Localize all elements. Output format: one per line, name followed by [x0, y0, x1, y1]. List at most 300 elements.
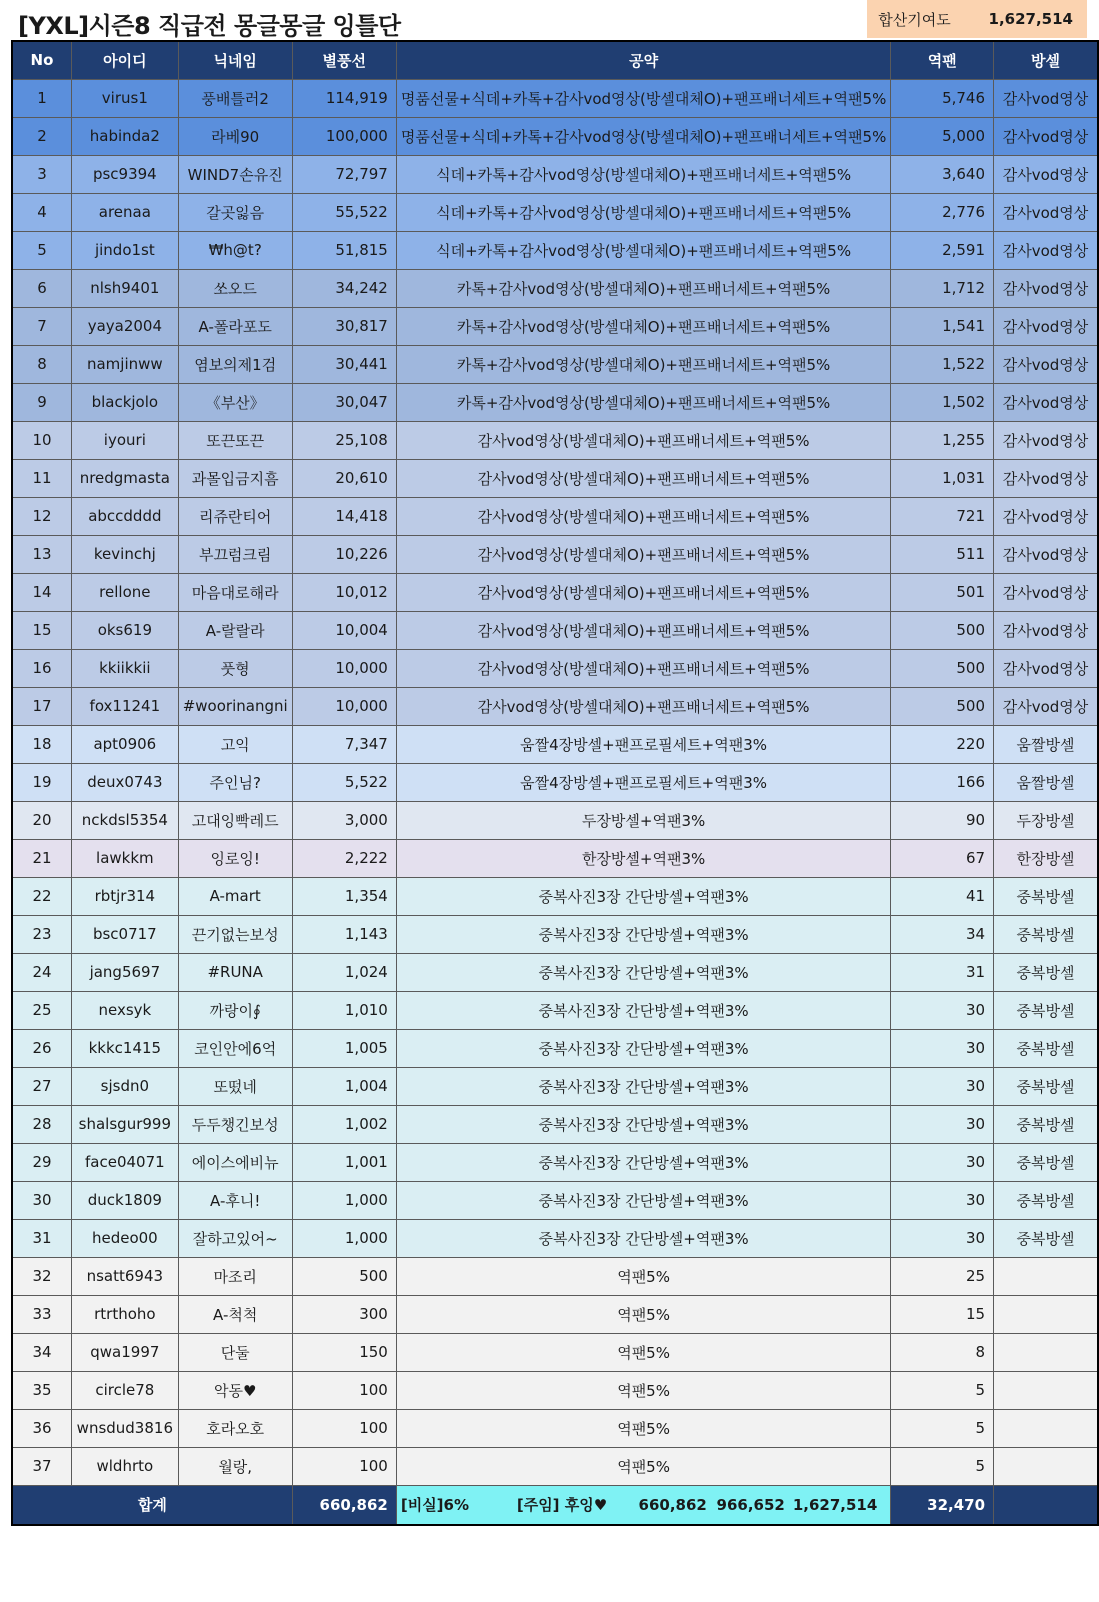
- cell-promise: 두장방셀+역팬3%: [396, 801, 891, 839]
- cell-id: rtrthoho: [71, 1295, 178, 1333]
- cell-bangsel: 감사vod영상: [994, 383, 1098, 421]
- cell-id: arenaa: [71, 193, 178, 231]
- cell-nickname: 에이스에비뉴: [178, 1143, 292, 1181]
- footer-v1: 660,862: [638, 1495, 707, 1514]
- cell-no: 34: [12, 1333, 71, 1371]
- table-row: [12, 573, 1098, 611]
- cell-nickname: 까랑이∮: [178, 991, 292, 1029]
- cell-no: 29: [12, 1143, 71, 1181]
- cell-nickname: WIND7손유진: [178, 155, 292, 193]
- cell-promise: 역팬5%: [396, 1333, 891, 1371]
- cell-fan: 30: [891, 1219, 994, 1257]
- cell-nickname: 갈곳잃음: [178, 193, 292, 231]
- cell-stars: 30,817: [292, 307, 396, 345]
- table-row: [12, 1029, 1098, 1067]
- cell-no: 11: [12, 459, 71, 497]
- cell-fan: 3,640: [891, 155, 994, 193]
- cell-no: 6: [12, 269, 71, 307]
- cell-nickname: 또끈또끈: [178, 421, 292, 459]
- footer-v3: 1,627,514: [792, 1495, 878, 1514]
- cell-stars: 14,418: [292, 497, 396, 535]
- cell-promise: 중복사진3장 간단방셀+역팬3%: [396, 991, 891, 1029]
- cell-bangsel: [994, 1333, 1098, 1371]
- cell-bangsel: 감사vod영상: [994, 497, 1098, 535]
- cell-id: nexsyk: [71, 991, 178, 1029]
- cell-id: duck1809: [71, 1181, 178, 1219]
- cell-nickname: 쏘오드: [178, 269, 292, 307]
- col-header-stars: 별풍선: [292, 41, 396, 79]
- cell-bangsel: 중복방셀: [994, 953, 1098, 991]
- footer-label: 합계: [12, 1485, 292, 1525]
- cell-promise: 중복사진3장 간단방셀+역팬3%: [396, 953, 891, 991]
- cell-promise: 식데+카톡+감사vod영상(방셀대체O)+팬프배너세트+역팬5%: [396, 155, 891, 193]
- table-row: [12, 269, 1098, 307]
- cell-nickname: #RUNA: [178, 953, 292, 991]
- ranking-table: [11, 40, 1099, 1526]
- cell-id: apt0906: [71, 725, 178, 763]
- cell-id: namjinww: [71, 345, 178, 383]
- cell-bangsel: 감사vod영상: [994, 117, 1098, 155]
- table-row: [12, 763, 1098, 801]
- cell-bangsel: [994, 1257, 1098, 1295]
- cell-no: 13: [12, 535, 71, 573]
- table-row: [12, 1067, 1098, 1105]
- cell-fan: 30: [891, 1105, 994, 1143]
- cell-id: hedeo00: [71, 1219, 178, 1257]
- cell-nickname: 풋형: [178, 649, 292, 687]
- cell-fan: 2,776: [891, 193, 994, 231]
- cell-bangsel: 감사vod영상: [994, 79, 1098, 117]
- cell-bangsel: 감사vod영상: [994, 269, 1098, 307]
- table-row: [12, 649, 1098, 687]
- footer-breakdown: [396, 1485, 891, 1525]
- cell-fan: 67: [891, 839, 994, 877]
- table-row: [12, 79, 1098, 117]
- cell-bangsel: 중복방셀: [994, 1105, 1098, 1143]
- cell-promise: 식데+카톡+감사vod영상(방셀대체O)+팬프배너세트+역팬5%: [396, 193, 891, 231]
- cell-stars: 114,919: [292, 79, 396, 117]
- cell-stars: 10,226: [292, 535, 396, 573]
- cell-bangsel: 중복방셀: [994, 1067, 1098, 1105]
- cell-promise: 감사vod영상(방셀대체O)+팬프배너세트+역팬5%: [396, 611, 891, 649]
- table-row: [12, 1219, 1098, 1257]
- cell-nickname: 마조리: [178, 1257, 292, 1295]
- cell-nickname: 호라오호: [178, 1409, 292, 1447]
- cell-stars: 5,522: [292, 763, 396, 801]
- cell-stars: 2,222: [292, 839, 396, 877]
- cell-promise: 중복사진3장 간단방셀+역팬3%: [396, 915, 891, 953]
- cell-id: jindo1st: [71, 231, 178, 269]
- footer-row: [12, 1485, 1098, 1525]
- cell-bangsel: 중복방셀: [994, 915, 1098, 953]
- cell-id: kevinchj: [71, 535, 178, 573]
- cell-no: 24: [12, 953, 71, 991]
- cell-id: oks619: [71, 611, 178, 649]
- cell-fan: 41: [891, 877, 994, 915]
- cell-promise: 감사vod영상(방셀대체O)+팬프배너세트+역팬5%: [396, 687, 891, 725]
- cell-id: nlsh9401: [71, 269, 178, 307]
- table-row: [12, 725, 1098, 763]
- cell-bangsel: 감사vod영상: [994, 421, 1098, 459]
- cell-fan: 1,541: [891, 307, 994, 345]
- cell-stars: 34,242: [292, 269, 396, 307]
- cell-promise: 명품선물+식데+카톡+감사vod영상(방셀대체O)+팬프배너세트+역팬5%: [396, 117, 891, 155]
- cell-fan: 5,746: [891, 79, 994, 117]
- cell-fan: 5: [891, 1371, 994, 1409]
- cell-stars: 1,005: [292, 1029, 396, 1067]
- cell-promise: 중복사진3장 간단방셀+역팬3%: [396, 1029, 891, 1067]
- table-row: [12, 877, 1098, 915]
- cell-fan: 1,031: [891, 459, 994, 497]
- cell-id: qwa1997: [71, 1333, 178, 1371]
- table-row: [12, 1333, 1098, 1371]
- cell-id: psc9394: [71, 155, 178, 193]
- table-row: [12, 459, 1098, 497]
- cell-stars: 30,047: [292, 383, 396, 421]
- cell-promise: 움짤4장방셀+팬프로필세트+역팬3%: [396, 725, 891, 763]
- cell-fan: 30: [891, 1067, 994, 1105]
- cell-id: deux0743: [71, 763, 178, 801]
- footer-fan-total: 32,470: [891, 1485, 994, 1525]
- table-row: [12, 915, 1098, 953]
- cell-no: 12: [12, 497, 71, 535]
- cell-promise: 감사vod영상(방셀대체O)+팬프배너세트+역팬5%: [396, 649, 891, 687]
- cell-id: kkiikkii: [71, 649, 178, 687]
- page-title: [YXL]시즌8 직급전 몽글몽글 잉틀단: [18, 12, 401, 40]
- cell-no: 25: [12, 991, 71, 1029]
- cell-nickname: 부끄럼크림: [178, 535, 292, 573]
- cell-promise: 감사vod영상(방셀대체O)+팬프배너세트+역팬5%: [396, 573, 891, 611]
- cell-promise: 감사vod영상(방셀대체O)+팬프배너세트+역팬5%: [396, 497, 891, 535]
- col-header-nickname: 닉네임: [178, 41, 292, 79]
- cell-fan: 15: [891, 1295, 994, 1333]
- cell-promise: 역팬5%: [396, 1447, 891, 1485]
- cell-no: 35: [12, 1371, 71, 1409]
- cell-stars: 1,000: [292, 1181, 396, 1219]
- table-row: [12, 1181, 1098, 1219]
- cell-promise: 명품선물+식데+카톡+감사vod영상(방셀대체O)+팬프배너세트+역팬5%: [396, 79, 891, 117]
- cell-no: 20: [12, 801, 71, 839]
- table-row: [12, 611, 1098, 649]
- cell-nickname: 주인님?: [178, 763, 292, 801]
- cell-stars: 500: [292, 1257, 396, 1295]
- cell-nickname: 월랑,: [178, 1447, 292, 1485]
- cell-fan: 31: [891, 953, 994, 991]
- table-row: [12, 1295, 1098, 1333]
- cell-stars: 51,815: [292, 231, 396, 269]
- cell-promise: 감사vod영상(방셀대체O)+팬프배너세트+역팬5%: [396, 421, 891, 459]
- cell-promise: 감사vod영상(방셀대체O)+팬프배너세트+역팬5%: [396, 459, 891, 497]
- cell-stars: 10,004: [292, 611, 396, 649]
- col-header-promise: 공약: [396, 41, 891, 79]
- cell-promise: 카톡+감사vod영상(방셀대체O)+팬프배너세트+역팬5%: [396, 383, 891, 421]
- cell-nickname: 잘하고있어~: [178, 1219, 292, 1257]
- cell-stars: 1,004: [292, 1067, 396, 1105]
- cell-stars: 72,797: [292, 155, 396, 193]
- table-row: [12, 1409, 1098, 1447]
- cell-no: 23: [12, 915, 71, 953]
- cell-fan: 30: [891, 1143, 994, 1181]
- cell-stars: 7,347: [292, 725, 396, 763]
- cell-nickname: 라베90: [178, 117, 292, 155]
- cell-fan: 1,522: [891, 345, 994, 383]
- cell-id: abccdddd: [71, 497, 178, 535]
- cell-fan: 1,502: [891, 383, 994, 421]
- cell-fan: 30: [891, 991, 994, 1029]
- cell-fan: 5: [891, 1409, 994, 1447]
- cell-stars: 1,024: [292, 953, 396, 991]
- cell-no: 33: [12, 1295, 71, 1333]
- cell-bangsel: 움짤방셀: [994, 763, 1098, 801]
- col-header-fan: 역팬: [891, 41, 994, 79]
- cell-bangsel: 움짤방셀: [994, 725, 1098, 763]
- cell-bangsel: 중복방셀: [994, 1181, 1098, 1219]
- table-row: [12, 1257, 1098, 1295]
- cell-bangsel: 감사vod영상: [994, 231, 1098, 269]
- cell-nickname: 두두챙긴보성: [178, 1105, 292, 1143]
- cell-promise: 역팬5%: [396, 1409, 891, 1447]
- cell-bangsel: 감사vod영상: [994, 611, 1098, 649]
- cell-nickname: 고익: [178, 725, 292, 763]
- cell-fan: 90: [891, 801, 994, 839]
- cell-stars: 300: [292, 1295, 396, 1333]
- cell-no: 22: [12, 877, 71, 915]
- table-row: [12, 839, 1098, 877]
- cell-fan: 1,712: [891, 269, 994, 307]
- cell-nickname: 단둘: [178, 1333, 292, 1371]
- col-header-no: No: [12, 41, 71, 79]
- cell-promise: 역팬5%: [396, 1371, 891, 1409]
- cell-promise: 카톡+감사vod영상(방셀대체O)+팬프배너세트+역팬5%: [396, 345, 891, 383]
- table-row: [12, 535, 1098, 573]
- cell-nickname: 염보의제1검: [178, 345, 292, 383]
- cell-stars: 1,002: [292, 1105, 396, 1143]
- cell-id: wldhrto: [71, 1447, 178, 1485]
- cell-bangsel: [994, 1447, 1098, 1485]
- cell-no: 30: [12, 1181, 71, 1219]
- cell-no: 10: [12, 421, 71, 459]
- cell-no: 32: [12, 1257, 71, 1295]
- cell-bangsel: 감사vod영상: [994, 155, 1098, 193]
- cell-no: 27: [12, 1067, 71, 1105]
- table-row: [12, 953, 1098, 991]
- cell-no: 26: [12, 1029, 71, 1067]
- cell-no: 1: [12, 79, 71, 117]
- table-row: [12, 345, 1098, 383]
- cell-id: wnsdud3816: [71, 1409, 178, 1447]
- cell-stars: 3,000: [292, 801, 396, 839]
- footer-juim: [주임] 후잉♥: [516, 1496, 608, 1515]
- cell-stars: 100: [292, 1409, 396, 1447]
- cell-stars: 150: [292, 1333, 396, 1371]
- cell-id: yaya2004: [71, 307, 178, 345]
- cell-promise: 식데+카톡+감사vod영상(방셀대체O)+팬프배너세트+역팬5%: [396, 231, 891, 269]
- cell-stars: 1,010: [292, 991, 396, 1029]
- cell-fan: 511: [891, 535, 994, 573]
- cell-id: shalsgur999: [71, 1105, 178, 1143]
- cell-bangsel: 중복방셀: [994, 877, 1098, 915]
- cell-no: 28: [12, 1105, 71, 1143]
- cell-nickname: 《부산》: [178, 383, 292, 421]
- cell-nickname: 마음대로해라: [178, 573, 292, 611]
- cell-fan: 5: [891, 1447, 994, 1485]
- summary-box: [867, 0, 1087, 38]
- cell-fan: 30: [891, 1181, 994, 1219]
- cell-bangsel: 중복방셀: [994, 1029, 1098, 1067]
- cell-bangsel: 감사vod영상: [994, 307, 1098, 345]
- cell-no: 16: [12, 649, 71, 687]
- cell-fan: 500: [891, 611, 994, 649]
- header-row: [12, 41, 1098, 79]
- cell-no: 36: [12, 1409, 71, 1447]
- cell-fan: 5,000: [891, 117, 994, 155]
- cell-bangsel: [994, 1295, 1098, 1333]
- cell-id: virus1: [71, 79, 178, 117]
- cell-fan: 166: [891, 763, 994, 801]
- cell-stars: 10,000: [292, 649, 396, 687]
- cell-promise: 역팬5%: [396, 1295, 891, 1333]
- cell-id: circle78: [71, 1371, 178, 1409]
- cell-fan: 500: [891, 687, 994, 725]
- table-row: [12, 155, 1098, 193]
- table-row: [12, 193, 1098, 231]
- cell-id: iyouri: [71, 421, 178, 459]
- cell-fan: 501: [891, 573, 994, 611]
- cell-fan: 500: [891, 649, 994, 687]
- cell-bangsel: 감사vod영상: [994, 649, 1098, 687]
- cell-no: 7: [12, 307, 71, 345]
- cell-bangsel: 두장방셀: [994, 801, 1098, 839]
- cell-id: blackjolo: [71, 383, 178, 421]
- footer-stars-total: 660,862: [292, 1485, 396, 1525]
- cell-nickname: 과몰입금지흠: [178, 459, 292, 497]
- table-row: [12, 231, 1098, 269]
- summary-label: 합산기여도: [878, 10, 951, 29]
- cell-no: 2: [12, 117, 71, 155]
- cell-id: kkkc1415: [71, 1029, 178, 1067]
- cell-id: nsatt6943: [71, 1257, 178, 1295]
- cell-bangsel: 감사vod영상: [994, 459, 1098, 497]
- summary-value: 1,627,514: [988, 10, 1073, 28]
- cell-id: nredgmasta: [71, 459, 178, 497]
- cell-no: 3: [12, 155, 71, 193]
- cell-fan: 8: [891, 1333, 994, 1371]
- cell-no: 15: [12, 611, 71, 649]
- table-row: [12, 383, 1098, 421]
- cell-id: nckdsl5354: [71, 801, 178, 839]
- cell-nickname: A-척척: [178, 1295, 292, 1333]
- cell-nickname: ₩h@t?: [178, 231, 292, 269]
- cell-nickname: 잉로잉!: [178, 839, 292, 877]
- cell-fan: 1,255: [891, 421, 994, 459]
- cell-promise: 카톡+감사vod영상(방셀대체O)+팬프배너세트+역팬5%: [396, 307, 891, 345]
- cell-bangsel: [994, 1409, 1098, 1447]
- cell-stars: 100: [292, 1447, 396, 1485]
- cell-nickname: 리쥬란티어: [178, 497, 292, 535]
- cell-nickname: 또떴네: [178, 1067, 292, 1105]
- cell-promise: 중복사진3장 간단방셀+역팬3%: [396, 1105, 891, 1143]
- cell-stars: 10,012: [292, 573, 396, 611]
- cell-stars: 10,000: [292, 687, 396, 725]
- cell-id: sjsdn0: [71, 1067, 178, 1105]
- cell-fan: 25: [891, 1257, 994, 1295]
- cell-fan: 30: [891, 1029, 994, 1067]
- cell-fan: 2,591: [891, 231, 994, 269]
- cell-promise: 중복사진3장 간단방셀+역팬3%: [396, 1181, 891, 1219]
- cell-no: 8: [12, 345, 71, 383]
- cell-stars: 30,441: [292, 345, 396, 383]
- cell-stars: 1,001: [292, 1143, 396, 1181]
- cell-nickname: A-폴라포도: [178, 307, 292, 345]
- table-row: [12, 687, 1098, 725]
- cell-promise: 역팬5%: [396, 1257, 891, 1295]
- cell-promise: 감사vod영상(방셀대체O)+팬프배너세트+역팬5%: [396, 535, 891, 573]
- table-row: [12, 497, 1098, 535]
- cell-bangsel: 감사vod영상: [994, 573, 1098, 611]
- cell-nickname: 코인안에6억: [178, 1029, 292, 1067]
- cell-promise: 한장방셀+역팬3%: [396, 839, 891, 877]
- cell-nickname: 고대잉빡레드: [178, 801, 292, 839]
- table-row: [12, 1447, 1098, 1485]
- cell-promise: 중복사진3장 간단방셀+역팬3%: [396, 1067, 891, 1105]
- table-row: [12, 801, 1098, 839]
- cell-promise: 중복사진3장 간단방셀+역팬3%: [396, 1143, 891, 1181]
- cell-bangsel: 감사vod영상: [994, 345, 1098, 383]
- cell-stars: 25,108: [292, 421, 396, 459]
- cell-bangsel: 중복방셀: [994, 1143, 1098, 1181]
- cell-id: face04071: [71, 1143, 178, 1181]
- cell-id: rellone: [71, 573, 178, 611]
- cell-bangsel: 감사vod영상: [994, 687, 1098, 725]
- cell-stars: 55,522: [292, 193, 396, 231]
- cell-nickname: 악동♥: [178, 1371, 292, 1409]
- cell-no: 5: [12, 231, 71, 269]
- cell-id: jang5697: [71, 953, 178, 991]
- cell-nickname: 풍배틀러2: [178, 79, 292, 117]
- cell-id: fox11241: [71, 687, 178, 725]
- cell-no: 4: [12, 193, 71, 231]
- cell-nickname: A-후니!: [178, 1181, 292, 1219]
- col-header-id: 아이디: [71, 41, 178, 79]
- cell-stars: 1,354: [292, 877, 396, 915]
- cell-bangsel: 중복방셀: [994, 1219, 1098, 1257]
- cell-bangsel: 한장방셀: [994, 839, 1098, 877]
- table-row: [12, 421, 1098, 459]
- cell-promise: 카톡+감사vod영상(방셀대체O)+팬프배너세트+역팬5%: [396, 269, 891, 307]
- cell-nickname: A-랄랄라: [178, 611, 292, 649]
- cell-nickname: 끈기없는보성: [178, 915, 292, 953]
- cell-fan: 721: [891, 497, 994, 535]
- cell-no: 17: [12, 687, 71, 725]
- cell-promise: 중복사진3장 간단방셀+역팬3%: [396, 877, 891, 915]
- cell-stars: 100: [292, 1371, 396, 1409]
- cell-no: 18: [12, 725, 71, 763]
- cell-fan: 220: [891, 725, 994, 763]
- cell-stars: 20,610: [292, 459, 396, 497]
- cell-id: habinda2: [71, 117, 178, 155]
- table-row: [12, 1143, 1098, 1181]
- table-row: [12, 1105, 1098, 1143]
- cell-promise: 움짤4장방셀+팬프로필세트+역팬3%: [396, 763, 891, 801]
- footer-empty: [994, 1485, 1098, 1525]
- cell-bangsel: [994, 1371, 1098, 1409]
- table-row: [12, 307, 1098, 345]
- cell-id: rbtjr314: [71, 877, 178, 915]
- cell-bangsel: 중복방셀: [994, 991, 1098, 1029]
- col-header-cell: 방셀: [994, 41, 1098, 79]
- cell-fan: 34: [891, 915, 994, 953]
- cell-stars: 1,143: [292, 915, 396, 953]
